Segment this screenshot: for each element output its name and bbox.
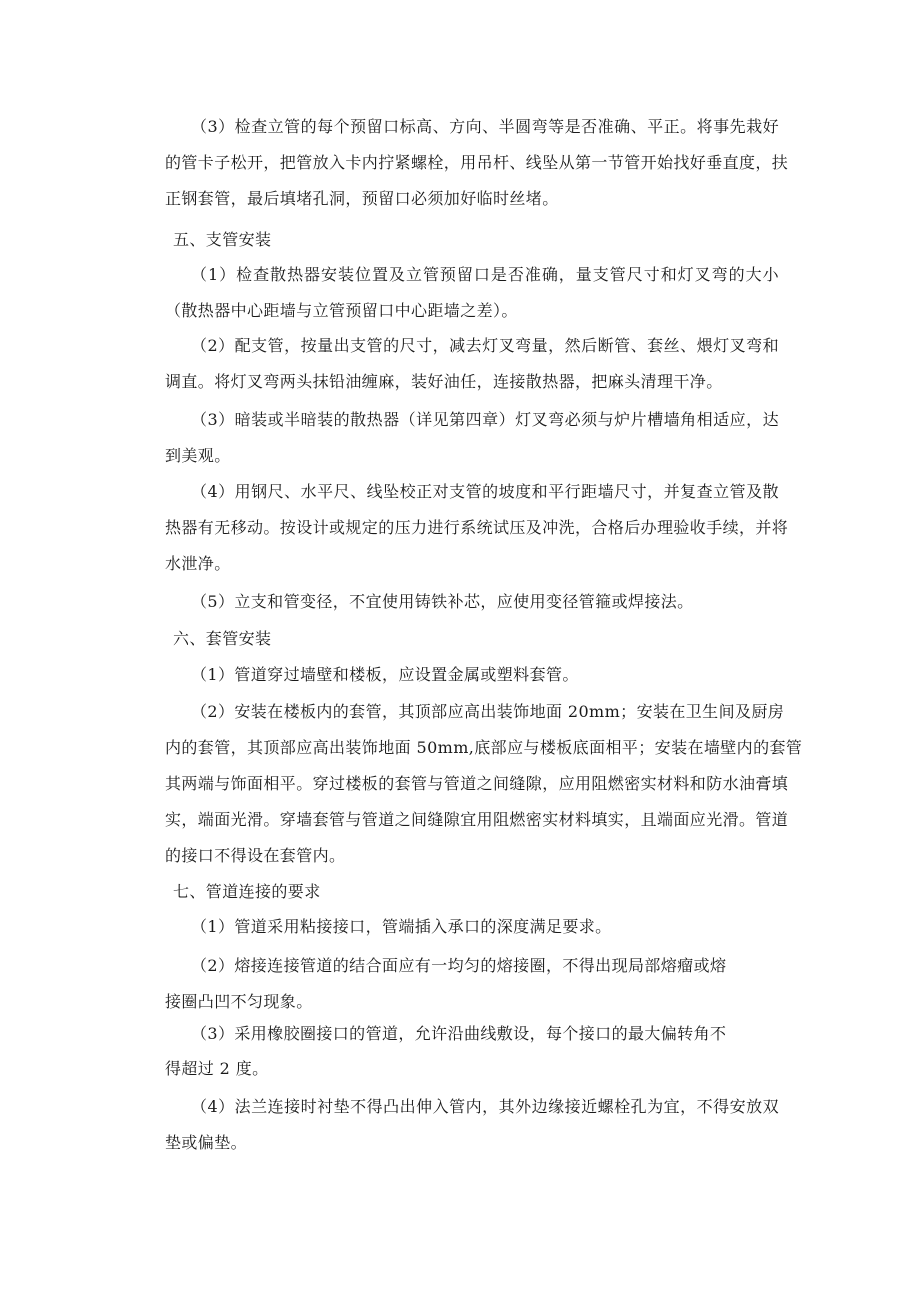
paragraph-5-line-3: 水泄净。 <box>165 554 231 573</box>
section-heading-7: 七、管道连接的要求 <box>173 882 321 901</box>
section-heading-6: 六、套管安装 <box>173 629 272 648</box>
paragraph-5-line-1: （4）用钢尺、水平尺、线坠校正对支管的坡度和平行距墙尺寸，并复查立管及散 <box>191 482 779 501</box>
paragraph-4-line-1: （3）暗装或半暗装的散热器（详见第四章）灯叉弯必须与炉片槽墙角相适应，达 <box>191 410 779 429</box>
paragraph-10-line-2: 接圈凸凹不匀现象。 <box>165 992 313 1011</box>
paragraph-11-line-2: 得超过 2 度。 <box>165 1059 269 1078</box>
paragraph-4-line-2: 到美观。 <box>165 446 231 465</box>
paragraph-8-line-1: （2）安装在楼板内的套管，其顶部应高出装饰地面 20mm；安装在卫生间及厨房 <box>191 702 785 721</box>
paragraph-12-line-2: 垫或偏垫。 <box>165 1133 248 1152</box>
paragraph-12-line-1: （4）法兰连接时衬垫不得凸出伸入管内，其外边缘接近螺栓孔为宜，不得安放双 <box>191 1097 779 1116</box>
paragraph-6-line-1: （5）立支和管变径，不宜使用铸铁补芯，应使用变径管箍或焊接法。 <box>191 592 694 611</box>
paragraph-8-line-5: 的接口不得设在套管内。 <box>165 846 346 865</box>
paragraph-1-line-2: 的管卡子松开，把管放入卡内拧紧螺栓，用吊杆、线坠从第一节管开始找好垂直度，扶 <box>165 153 789 172</box>
paragraph-2-line-1: （1）检查散热器安装位置及立管预留口是否准确，量支管尺寸和灯叉弯的大小 <box>191 265 779 284</box>
paragraph-8-line-4: 实，端面光滑。穿墙套管与管道之间缝隙宜用阻燃密实材料填实，且端面应光滑。管道 <box>165 810 789 829</box>
paragraph-2-line-2: （散热器中心距墙与立管预留口中心距墙之差）。 <box>165 301 518 320</box>
paragraph-1-line-1: （3）检查立管的每个预留口标高、方向、半圆弯等是否准确、平正。将事先栽好 <box>191 117 779 136</box>
paragraph-1-line-3: 正钢套管，最后填堵孔洞，预留口必须加好临时丝堵。 <box>165 189 559 208</box>
paragraph-5-line-2: 热器有无移动。按设计或规定的压力进行系统试压及冲洗，合格后办理验收手续，并将 <box>165 518 789 537</box>
paragraph-11-line-1: （3）采用橡胶圈接口的管道，允许沿曲线敷设，每个接口的最大偏转角不 <box>191 1024 727 1043</box>
paragraph-9-line-1: （1）管道采用粘接接口，管端插入承口的深度满足要求。 <box>191 917 612 936</box>
paragraph-8-line-2: 内的套管，其顶部应高出装饰地面 50mm,底部应与楼板底面相平；安装在墙壁内的套管 <box>165 738 803 757</box>
paragraph-3-line-2: 调直。将灯叉弯两头抹铅油缠麻，装好油任，连接散热器，把麻头清理干净。 <box>165 372 723 391</box>
section-heading-5: 五、支管安装 <box>173 230 272 249</box>
paragraph-8-line-3: 其两端与饰面相平。穿过楼板的套管与管道之间缝隙，应用阻燃密实材料和防水油膏填 <box>165 774 789 793</box>
paragraph-7-line-1: （1）管道穿过墙壁和楼板，应设置金属或塑料套管。 <box>191 665 579 684</box>
paragraph-3-line-1: （2）配支管，按量出支管的尺寸，减去灯叉弯量，然后断管、套丝、煨灯叉弯和 <box>191 336 779 355</box>
paragraph-10-line-1: （2）熔接连接管道的结合面应有一均匀的熔接圈，不得出现局部熔瘤或熔 <box>191 956 727 975</box>
